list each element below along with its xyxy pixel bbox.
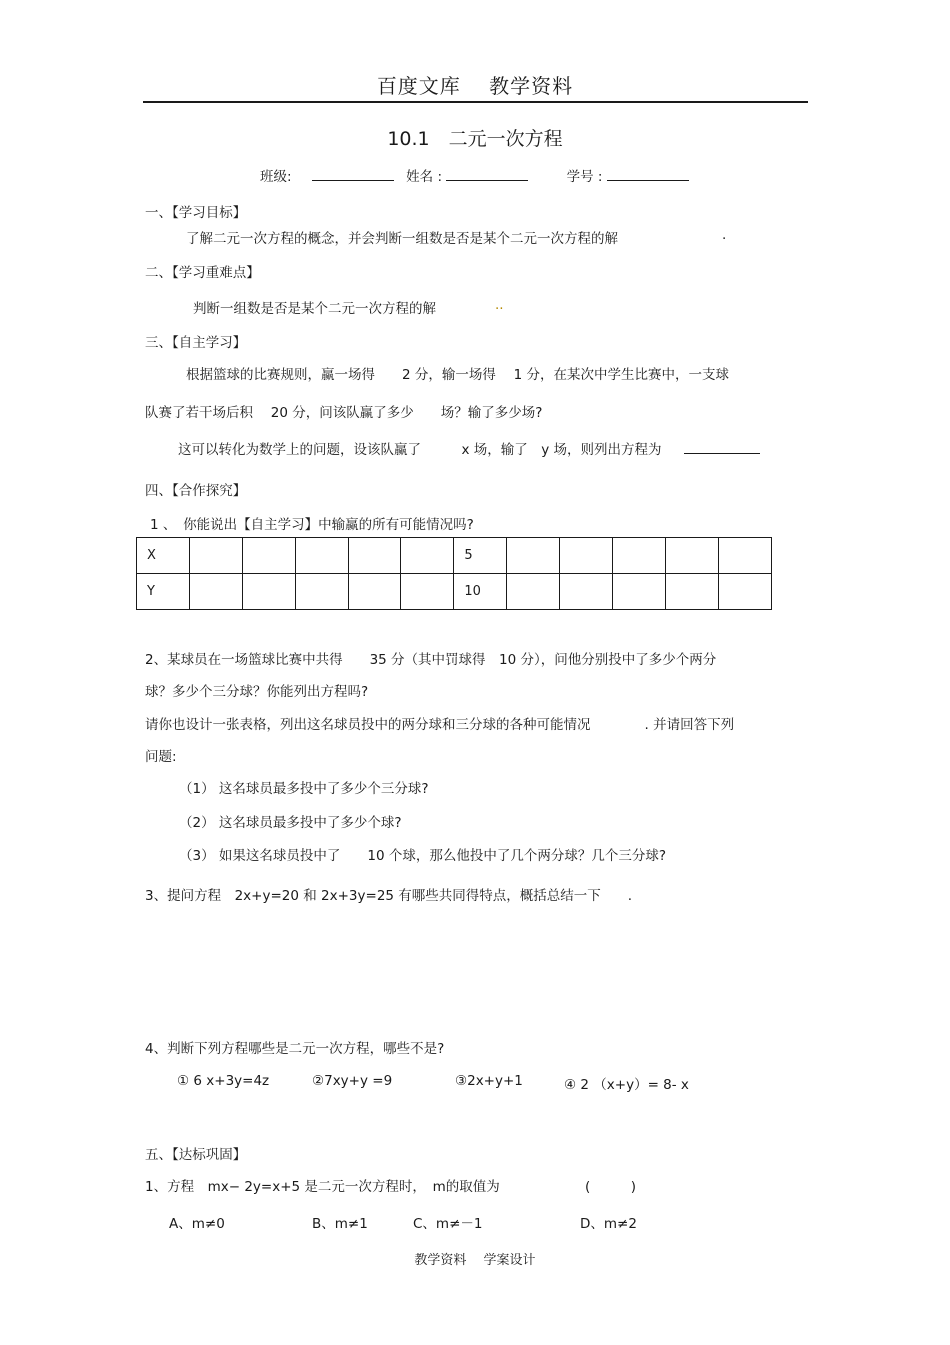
exercise-1-answer-paren[interactable]: ( ) bbox=[585, 1179, 637, 1195]
student-id-label: 学号 : bbox=[566, 169, 603, 185]
table-cell[interactable] bbox=[242, 538, 295, 574]
choice-a[interactable]: A、m≠0 bbox=[169, 1216, 225, 1232]
section1-text: 了解二元一次方程的概念，并会判断一组数是否是某个二元一次方程的解 bbox=[186, 231, 618, 247]
table-cell[interactable] bbox=[348, 538, 401, 574]
name-field[interactable] bbox=[446, 166, 528, 181]
section3-heading: 三、【自主学习】 bbox=[145, 335, 247, 351]
name-label: 姓名 : bbox=[406, 169, 442, 185]
class-label: 班级: bbox=[260, 169, 292, 185]
table-cell[interactable] bbox=[613, 538, 666, 574]
table-cell: 10 bbox=[454, 574, 507, 610]
question-4-option-4: ④ 2 （x+y）= 8- x bbox=[564, 1077, 689, 1093]
choice-c[interactable]: C、m≠－1 bbox=[413, 1216, 483, 1232]
header-title: 百度文库 教学资料 bbox=[376, 74, 574, 98]
question-2-line4: 问题: bbox=[145, 749, 177, 765]
win-loss-table bbox=[136, 537, 772, 610]
table-cell[interactable] bbox=[665, 574, 718, 610]
table-cell[interactable] bbox=[718, 574, 771, 610]
section3-paragraph-line2: 队赛了若干场后积 20 分，问该队赢了多少 场？输了多少场? bbox=[145, 405, 543, 421]
student-id-field[interactable] bbox=[607, 166, 689, 181]
document-title: 10.1 二元一次方程 bbox=[387, 128, 563, 150]
section2-text: 判断一组数是否是某个二元一次方程的解 bbox=[193, 301, 436, 317]
question-2-line2: 球？多少个三分球？你能列出方程吗? bbox=[145, 684, 369, 700]
table-cell: X bbox=[137, 538, 190, 574]
question-2-line3: 请你也设计一张表格，列出这名球员投中的两分球和三分球的各种可能情况 . 并请回答下列 bbox=[145, 717, 735, 733]
section3-paragraph-line1: 根据篮球的比赛规则，赢一场得 2 分，输一场得 1 分，在某次中学生比赛中，一支球 bbox=[186, 367, 730, 383]
table-cell[interactable] bbox=[348, 574, 401, 610]
footer-text: 教学资料 学案设计 bbox=[414, 1253, 536, 1268]
table-cell[interactable] bbox=[295, 538, 348, 574]
question-4-option-1: ① 6 x+3y=4z bbox=[177, 1073, 270, 1089]
equation-answer-line[interactable] bbox=[684, 439, 760, 454]
choice-d[interactable]: D、m≠2 bbox=[580, 1216, 637, 1232]
question-4: 4、判断下列方程哪些是二元一次方程，哪些不是? bbox=[145, 1041, 445, 1057]
question-2-sub3: （3） 如果这名球员投中了 10 个球，那么他投中了几个两分球？几个三分球? bbox=[179, 848, 667, 864]
table-cell[interactable] bbox=[665, 538, 718, 574]
question-3: 3、提问方程 2x+y=20 和 2x+3y=25 有哪些共同得特点，概括总结一下 . bbox=[145, 888, 633, 904]
question-2-sub1: （1） 这名球员最多投中了多少个三分球? bbox=[179, 781, 429, 797]
section3-question-text: 这可以转化为数学上的问题，设该队赢了 x 场，输了 y 场，则列出方程为 bbox=[178, 442, 662, 458]
table-cell: Y bbox=[137, 574, 190, 610]
table-cell[interactable] bbox=[560, 574, 613, 610]
question-4-option-2: ②7xy+y =9 bbox=[312, 1073, 393, 1089]
question-1: 1 、 你能说出【自主学习】中输赢的所有可能情况吗? bbox=[150, 517, 474, 533]
question-4-option-3: ③2x+y+1 bbox=[455, 1073, 523, 1089]
choice-b[interactable]: B、m≠1 bbox=[312, 1216, 368, 1232]
table-cell[interactable] bbox=[507, 538, 560, 574]
section2-end: .. bbox=[495, 297, 504, 313]
section4-heading: 四、【合作探究】 bbox=[145, 483, 247, 499]
class-field[interactable] bbox=[312, 166, 394, 181]
table-cell[interactable] bbox=[295, 574, 348, 610]
student-info-row bbox=[260, 165, 689, 185]
table-cell[interactable] bbox=[401, 538, 454, 574]
table-cell[interactable] bbox=[718, 538, 771, 574]
table-row-y bbox=[137, 574, 772, 610]
table-cell[interactable] bbox=[560, 538, 613, 574]
table-cell[interactable] bbox=[401, 574, 454, 610]
section2-heading: 二、【学习重难点】 bbox=[145, 265, 260, 281]
table-cell[interactable] bbox=[189, 574, 242, 610]
exercise-1: 1、方程 mx− 2y=x+5 是二元一次方程时， m的取值为 bbox=[145, 1179, 500, 1195]
table-cell[interactable] bbox=[613, 574, 666, 610]
table-row-x bbox=[137, 538, 772, 574]
section3-question bbox=[178, 438, 760, 458]
table-cell: 5 bbox=[454, 538, 507, 574]
section1-heading: 一、【学习目标】 bbox=[145, 205, 247, 221]
table-cell[interactable] bbox=[242, 574, 295, 610]
header-divider bbox=[143, 101, 808, 103]
section1-end: . bbox=[722, 227, 727, 243]
table-cell[interactable] bbox=[507, 574, 560, 610]
question-2-sub2: （2） 这名球员最多投中了多少个球? bbox=[179, 815, 402, 831]
question-2-line1: 2、某球员在一场篮球比赛中共得 35 分（其中罚球得 10 分），问他分别投中了多少个两分 bbox=[145, 652, 717, 668]
table-cell[interactable] bbox=[189, 538, 242, 574]
section5-heading: 五、【达标巩固】 bbox=[145, 1147, 247, 1163]
